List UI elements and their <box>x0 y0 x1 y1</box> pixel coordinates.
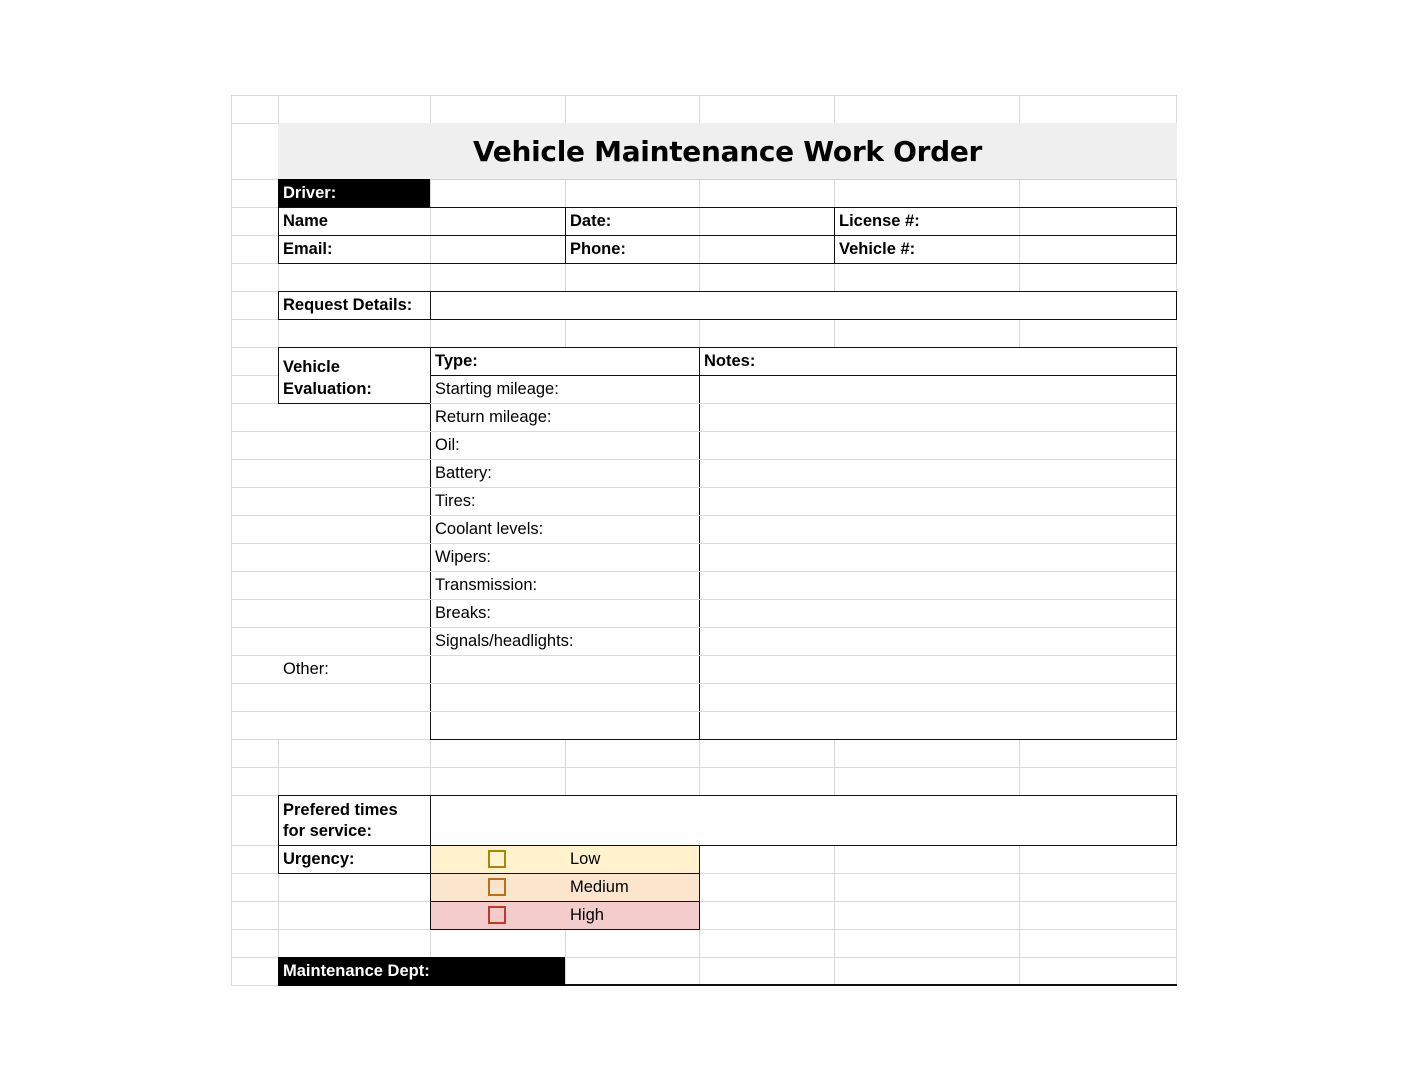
work-order-sheet <box>231 95 1177 986</box>
evaluation-type-item: Signals/headlights: <box>435 632 574 650</box>
driver-header: Driver: <box>278 179 430 207</box>
evaluation-type-item: Starting mileage: <box>435 380 559 398</box>
urgency-label: Urgency: <box>283 850 355 868</box>
evaluation-notes-cell[interactable] <box>701 656 1175 682</box>
phone-label: Phone: <box>570 240 626 258</box>
preferred-times-box <box>278 795 1177 846</box>
evaluation-type-item: Tires: <box>435 492 476 510</box>
evaluation-notes-cell[interactable] <box>701 684 1175 710</box>
row-divider <box>278 515 430 516</box>
urgency-option-label: Low <box>570 850 601 868</box>
evaluation-notes-cell[interactable] <box>701 488 1175 514</box>
gridline <box>231 929 1177 930</box>
evaluation-notes-cell[interactable] <box>701 544 1175 570</box>
other-label: Other: <box>283 660 329 678</box>
evaluation-type-item: Breaks: <box>435 604 491 622</box>
evaluation-notes-cell[interactable] <box>701 516 1175 542</box>
row-divider <box>278 543 430 544</box>
email-label: Email: <box>283 240 333 258</box>
preferred-times-line2: for service: <box>283 822 372 840</box>
gridline <box>231 95 1177 96</box>
row-divider <box>278 487 430 488</box>
row-divider <box>278 431 430 432</box>
evaluation-notes-cell[interactable] <box>701 628 1175 654</box>
preferred-times-line1: Prefered times <box>283 801 398 819</box>
gridline <box>231 901 1177 902</box>
license-label: License #: <box>839 212 920 230</box>
vehicle-evaluation-label-line1: Vehicle <box>283 358 340 376</box>
request-details-label: Request Details: <box>283 296 413 314</box>
evaluation-notes-cell[interactable] <box>701 404 1175 430</box>
row-divider <box>278 683 430 684</box>
notes-header: Notes: <box>704 352 756 370</box>
evaluation-notes-cell[interactable] <box>701 432 1175 458</box>
vehicle-evaluation-label-line2: Evaluation: <box>283 380 372 398</box>
row-divider <box>278 599 430 600</box>
evaluation-type-item: Battery: <box>435 464 492 482</box>
maintenance-dept-header: Maintenance Dept: <box>278 957 565 986</box>
evaluation-type-item: Transmission: <box>435 576 538 594</box>
page-title: Vehicle Maintenance Work Order <box>278 123 1177 180</box>
preferred-times-label <box>278 800 398 842</box>
evaluation-notes-cell[interactable] <box>701 376 1175 402</box>
evaluation-notes-cell[interactable] <box>701 460 1175 486</box>
divider <box>430 291 431 320</box>
divider <box>278 235 1177 236</box>
evaluation-type-item: Return mileage: <box>435 408 552 426</box>
evaluation-notes-cell[interactable] <box>701 600 1175 626</box>
urgency-option-label: High <box>570 906 604 924</box>
evaluation-notes-cell[interactable] <box>701 572 1175 598</box>
row-divider <box>278 571 430 572</box>
row-divider <box>278 711 430 712</box>
evaluation-type-item: Coolant levels: <box>435 520 544 538</box>
evaluation-notes-cell[interactable] <box>701 712 1175 738</box>
divider <box>565 984 1177 986</box>
vehicle-evaluation-label <box>278 356 372 400</box>
name-label: Name <box>283 212 328 230</box>
evaluation-type-item: Wipers: <box>435 548 491 566</box>
type-header: Type: <box>435 352 478 370</box>
row-divider <box>278 459 430 460</box>
divider <box>430 795 431 846</box>
gridline <box>231 95 232 986</box>
gridline <box>231 767 1177 768</box>
vehicle-number-label: Vehicle #: <box>839 240 916 258</box>
urgency-options-box <box>430 845 700 930</box>
urgency-option-label: Medium <box>570 878 629 896</box>
evaluation-type-item: Oil: <box>435 436 460 454</box>
row-divider <box>278 627 430 628</box>
request-details-box <box>278 291 1177 320</box>
date-label: Date: <box>570 212 612 230</box>
